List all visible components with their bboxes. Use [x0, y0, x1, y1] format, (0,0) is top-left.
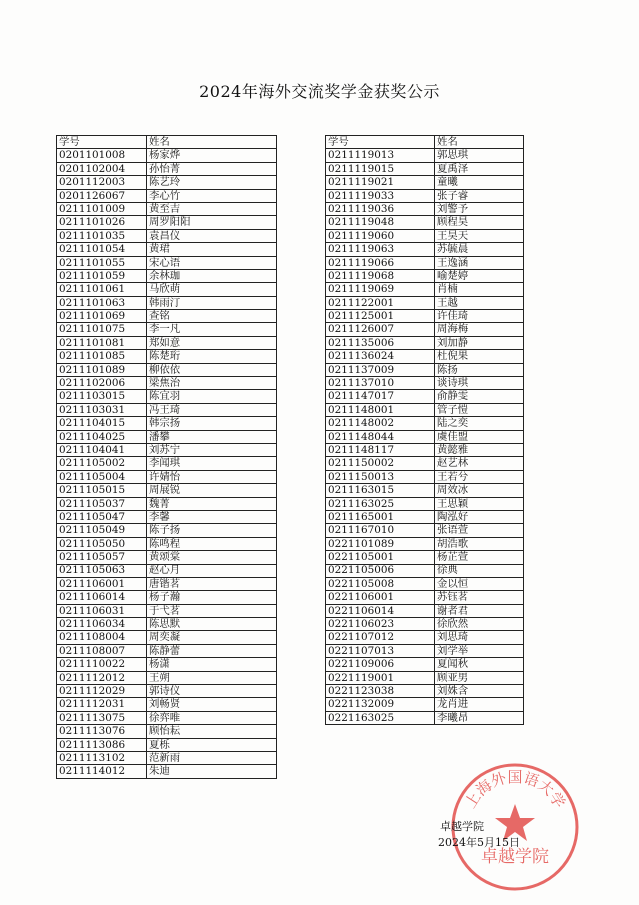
student-name: 黄至吉: [147, 202, 277, 215]
student-id: 0221106014: [326, 604, 435, 617]
table-row: [326, 484, 524, 497]
student-id: 0211165001: [326, 510, 435, 523]
student-id: 0211148044: [326, 430, 435, 443]
student-name: 杜倪果: [435, 350, 524, 363]
student-id: 0211108007: [57, 644, 147, 657]
student-id: 0211104041: [57, 443, 147, 456]
student-id: 0211112029: [57, 685, 147, 698]
table-row: [57, 390, 277, 403]
student-name: 黄珺: [147, 243, 277, 256]
table-row: [57, 510, 277, 523]
table-row: [326, 591, 524, 604]
seal-bottom-text: 卓越学院: [481, 847, 549, 867]
student-id: 0211101054: [57, 243, 147, 256]
student-id: 0211105002: [57, 457, 147, 470]
table-row: [326, 658, 524, 671]
student-name: 许婧怡: [147, 470, 277, 483]
table-row: [57, 765, 277, 778]
table-row: [326, 711, 524, 724]
student-id: 0221107013: [326, 644, 435, 657]
table-row: [57, 417, 277, 430]
student-name: 刘加静: [435, 336, 524, 349]
table-row: [57, 202, 277, 215]
student-id: 0211101026: [57, 216, 147, 229]
table-row: [326, 336, 524, 349]
student-name: 顾程昊: [435, 216, 524, 229]
student-name: 刘姝含: [435, 685, 524, 698]
table-row: [57, 457, 277, 470]
student-name: 黄颂棠: [147, 551, 277, 564]
table-row: [57, 698, 277, 711]
student-id: 0211105049: [57, 524, 147, 537]
table-row: [326, 377, 524, 390]
student-id: 0201126067: [57, 189, 147, 202]
student-name: 范新雨: [147, 751, 277, 764]
table-row: [326, 229, 524, 242]
table-row: [326, 176, 524, 189]
student-name: 陈子扬: [147, 524, 277, 537]
student-name: 王朔: [147, 671, 277, 684]
student-name: 杨子瀚: [147, 591, 277, 604]
student-id: 0211104025: [57, 430, 147, 443]
student-id: 0201101008: [57, 149, 147, 162]
table-row: [57, 430, 277, 443]
student-id: 0211108004: [57, 631, 147, 644]
table-row: [57, 336, 277, 349]
student-name: 喻楚婷: [435, 269, 524, 282]
header-id: 学号: [57, 136, 147, 149]
student-id: 0221123038: [326, 685, 435, 698]
table-row: [326, 564, 524, 577]
student-id: 0211101069: [57, 310, 147, 323]
student-name: 冯王琦: [147, 403, 277, 416]
student-id: 0201102004: [57, 162, 147, 175]
student-name: 李闻琪: [147, 457, 277, 470]
table-row: [326, 363, 524, 376]
student-id: 0211119048: [326, 216, 435, 229]
roster-table-left: [56, 135, 277, 779]
student-id: 0221105008: [326, 577, 435, 590]
student-name: 王昊天: [435, 229, 524, 242]
table-row: [57, 269, 277, 282]
student-id: 0211106031: [57, 604, 147, 617]
student-name: 周海梅: [435, 323, 524, 336]
student-name: 顾亚男: [435, 671, 524, 684]
table-row: [57, 296, 277, 309]
student-name: 张子睿: [435, 189, 524, 202]
student-name: 陈扬: [435, 363, 524, 376]
student-name: 苏钰茗: [435, 591, 524, 604]
student-id: 0211135006: [326, 336, 435, 349]
student-name: 郑如意: [147, 336, 277, 349]
student-name: 夏禹泽: [435, 162, 524, 175]
table-row: [326, 430, 524, 443]
roster-body-right: [326, 136, 524, 725]
table-row: [326, 644, 524, 657]
student-name: 张语萱: [435, 524, 524, 537]
student-name: 陈思默: [147, 618, 277, 631]
student-name: 陆之奕: [435, 417, 524, 430]
student-name: 管子愷: [435, 403, 524, 416]
student-id: 0211105047: [57, 510, 147, 523]
table-row: [326, 497, 524, 510]
header-name: 姓名: [147, 136, 277, 149]
student-name: 陶泓好: [435, 510, 524, 523]
roster-body-left: [57, 136, 277, 779]
student-name: 潘攀: [147, 430, 277, 443]
student-name: 郭思琪: [435, 149, 524, 162]
student-id: 0211112012: [57, 671, 147, 684]
header-id: 学号: [326, 136, 435, 149]
student-id: 0221106023: [326, 618, 435, 631]
student-name: 孙怡菁: [147, 162, 277, 175]
table-row: [57, 685, 277, 698]
table-row: [326, 631, 524, 644]
student-name: 韩雨汀: [147, 296, 277, 309]
student-name: 谈诗琪: [435, 377, 524, 390]
student-name: 夏闻秋: [435, 658, 524, 671]
student-name: 陈鸣程: [147, 537, 277, 550]
student-id: 0211119069: [326, 283, 435, 296]
student-name: 谢者君: [435, 604, 524, 617]
student-id: 0211101063: [57, 296, 147, 309]
table-row: [57, 591, 277, 604]
student-id: 0211119066: [326, 256, 435, 269]
student-id: 0211137009: [326, 363, 435, 376]
table-row: [57, 323, 277, 336]
student-name: 周罗阳阳: [147, 216, 277, 229]
student-id: 0211148002: [326, 417, 435, 430]
student-name: 刘苏宁: [147, 443, 277, 456]
student-name: 王逸涵: [435, 256, 524, 269]
table-row: [326, 283, 524, 296]
table-row: [57, 738, 277, 751]
student-name: 李一凡: [147, 323, 277, 336]
table-row: [57, 751, 277, 764]
table-row: [326, 417, 524, 430]
student-name: 柳依依: [147, 363, 277, 376]
student-id: 0211106034: [57, 618, 147, 631]
table-row: [57, 524, 277, 537]
issue-date: 2024年5月15日: [438, 836, 520, 849]
table-row: [326, 149, 524, 162]
student-name: 杨潇: [147, 658, 277, 671]
table-row: [57, 283, 277, 296]
table-row: [326, 216, 524, 229]
student-name: 袁昌仪: [147, 229, 277, 242]
student-name: 徐典: [435, 564, 524, 577]
student-id: 0221106001: [326, 591, 435, 604]
student-name: 陈艺玲: [147, 176, 277, 189]
table-row: [57, 604, 277, 617]
table-row: [326, 577, 524, 590]
student-id: 0211101035: [57, 229, 147, 242]
student-name: 苏毓晨: [435, 243, 524, 256]
student-name: 陈楚珩: [147, 350, 277, 363]
student-id: 0211105015: [57, 484, 147, 497]
student-name: 余林珈: [147, 269, 277, 282]
table-row: [326, 269, 524, 282]
table-row: [326, 457, 524, 470]
student-name: 刘畅贤: [147, 698, 277, 711]
table-row: [57, 377, 277, 390]
table-row: [57, 671, 277, 684]
student-id: 0211113075: [57, 711, 147, 724]
student-name: 魏菁: [147, 497, 277, 510]
student-id: 0211101085: [57, 350, 147, 363]
student-name: 刘学举: [435, 644, 524, 657]
table-row: [326, 256, 524, 269]
table-row: [326, 403, 524, 416]
student-id: 0211101081: [57, 336, 147, 349]
student-id: 0221163025: [326, 711, 435, 724]
student-id: 0211101009: [57, 202, 147, 215]
student-id: 0221109006: [326, 658, 435, 671]
student-id: 0211119033: [326, 189, 435, 202]
table-row: [326, 470, 524, 483]
student-id: 0211137010: [326, 377, 435, 390]
student-name: 赵艺林: [435, 457, 524, 470]
table-row: [326, 243, 524, 256]
table-row: [57, 149, 277, 162]
student-name: 陈宜羽: [147, 390, 277, 403]
student-id: 0211125001: [326, 310, 435, 323]
student-id: 0211105057: [57, 551, 147, 564]
table-row: [326, 162, 524, 175]
table-row: [57, 484, 277, 497]
student-name: 徐欣然: [435, 618, 524, 631]
table-row: [326, 604, 524, 617]
table-row: [326, 618, 524, 631]
table-row: [326, 443, 524, 456]
table-row: [326, 551, 524, 564]
student-id: 0211150002: [326, 457, 435, 470]
student-name: 朱迪: [147, 765, 277, 778]
student-id: 0211106001: [57, 577, 147, 590]
student-id: 0211106014: [57, 591, 147, 604]
header-name: 姓名: [435, 136, 524, 149]
table-row: [326, 323, 524, 336]
student-name: 查铭: [147, 310, 277, 323]
table-row: [326, 310, 524, 323]
table-row: [326, 350, 524, 363]
student-id: 0221105006: [326, 564, 435, 577]
table-row: [57, 403, 277, 416]
student-name: 郭诗仪: [147, 685, 277, 698]
issuer-name: 卓越学院: [440, 820, 484, 833]
student-id: 0221101089: [326, 537, 435, 550]
student-name: 王若兮: [435, 470, 524, 483]
student-id: 0211101055: [57, 256, 147, 269]
student-id: 0221105001: [326, 551, 435, 564]
student-id: 0211103015: [57, 390, 147, 403]
student-name: 俞静雯: [435, 390, 524, 403]
student-name: 梁焦治: [147, 377, 277, 390]
student-id: 0211122001: [326, 296, 435, 309]
student-name: 周效冰: [435, 484, 524, 497]
table-row: [57, 631, 277, 644]
student-name: 黄懿雅: [435, 443, 524, 456]
student-id: 0211148001: [326, 403, 435, 416]
student-name: 杨家烨: [147, 149, 277, 162]
student-id: 0221119001: [326, 671, 435, 684]
student-id: 0211119068: [326, 269, 435, 282]
student-id: 0211103031: [57, 403, 147, 416]
student-id: 0211119021: [326, 176, 435, 189]
table-row: [57, 551, 277, 564]
student-id: 0211119036: [326, 202, 435, 215]
student-name: 李馨: [147, 510, 277, 523]
table-row: [326, 698, 524, 711]
seal-top-text: 上海外国语大学: [461, 768, 569, 812]
table-row: [57, 470, 277, 483]
student-name: 徐弈唯: [147, 711, 277, 724]
student-name: 刘思琦: [435, 631, 524, 644]
student-id: 0211105063: [57, 564, 147, 577]
table-row: [57, 243, 277, 256]
student-name: 周展锐: [147, 484, 277, 497]
table-row: [326, 524, 524, 537]
student-name: 宋心语: [147, 256, 277, 269]
student-id: 0211104015: [57, 417, 147, 430]
student-name: 周奕凝: [147, 631, 277, 644]
table-row: [57, 537, 277, 550]
table-row: [57, 256, 277, 269]
student-name: 顾怡耘: [147, 725, 277, 738]
student-name: 夏栎: [147, 738, 277, 751]
table-row: [57, 350, 277, 363]
student-id: 0201112003: [57, 176, 147, 189]
student-name: 杨芷萱: [435, 551, 524, 564]
table-row: [57, 644, 277, 657]
student-name: 肖楠: [435, 283, 524, 296]
table-row: [326, 671, 524, 684]
header-row: [326, 136, 524, 149]
table-row: [57, 310, 277, 323]
student-id: 0211147017: [326, 390, 435, 403]
student-name: 陈静蕾: [147, 644, 277, 657]
student-name: 马欣萌: [147, 283, 277, 296]
student-id: 0211105037: [57, 497, 147, 510]
student-id: 0221107012: [326, 631, 435, 644]
student-name: 刘警予: [435, 202, 524, 215]
student-name: 童曦: [435, 176, 524, 189]
student-id: 0211163015: [326, 484, 435, 497]
page-title: 2024年海外交流奖学金获奖公示: [199, 82, 440, 101]
student-id: 0211119060: [326, 229, 435, 242]
student-id: 0211136024: [326, 350, 435, 363]
table-row: [57, 363, 277, 376]
table-row: [326, 685, 524, 698]
table-row: [57, 443, 277, 456]
table-row: [57, 577, 277, 590]
student-name: 韩宗扬: [147, 417, 277, 430]
student-id: 0211119013: [326, 149, 435, 162]
student-id: 0211112031: [57, 698, 147, 711]
header-row: [57, 136, 277, 149]
table-row: [57, 711, 277, 724]
table-row: [57, 725, 277, 738]
student-id: 0211126007: [326, 323, 435, 336]
table-row: [57, 189, 277, 202]
student-id: 0211102006: [57, 377, 147, 390]
table-row: [326, 510, 524, 523]
student-name: 李心竹: [147, 189, 277, 202]
student-id: 0211119015: [326, 162, 435, 175]
table-row: [57, 564, 277, 577]
student-name: 于弋茗: [147, 604, 277, 617]
student-id: 0211114012: [57, 765, 147, 778]
table-row: [57, 216, 277, 229]
table-row: [57, 176, 277, 189]
roster-table-right: [325, 135, 524, 725]
student-id: 0211101059: [57, 269, 147, 282]
student-name: 王思颖: [435, 497, 524, 510]
table-row: [57, 618, 277, 631]
student-id: 0221132009: [326, 698, 435, 711]
student-name: 唐锴茗: [147, 577, 277, 590]
student-id: 0211148117: [326, 443, 435, 456]
table-row: [326, 537, 524, 550]
table-row: [57, 497, 277, 510]
student-id: 0211119063: [326, 243, 435, 256]
student-id: 0211101061: [57, 283, 147, 296]
student-id: 0211101089: [57, 363, 147, 376]
student-id: 0211110022: [57, 658, 147, 671]
table-row: [57, 162, 277, 175]
student-id: 0211113076: [57, 725, 147, 738]
table-row: [326, 189, 524, 202]
student-id: 0211113102: [57, 751, 147, 764]
table-row: [57, 658, 277, 671]
student-name: 赵心月: [147, 564, 277, 577]
table-row: [57, 229, 277, 242]
student-id: 0211105050: [57, 537, 147, 550]
student-id: 0211163025: [326, 497, 435, 510]
student-name: 王越: [435, 296, 524, 309]
student-id: 0211113086: [57, 738, 147, 751]
student-name: 龙肖进: [435, 698, 524, 711]
student-name: 胡浩歌: [435, 537, 524, 550]
table-row: [326, 202, 524, 215]
student-id: 0211105004: [57, 470, 147, 483]
student-name: 许佳琦: [435, 310, 524, 323]
table-row: [326, 296, 524, 309]
student-name: 虞佳盟: [435, 430, 524, 443]
table-row: [326, 390, 524, 403]
student-name: 李曦昂: [435, 711, 524, 724]
student-id: 0211167010: [326, 524, 435, 537]
student-id: 0211150013: [326, 470, 435, 483]
student-name: 金以恒: [435, 577, 524, 590]
student-id: 0211101075: [57, 323, 147, 336]
